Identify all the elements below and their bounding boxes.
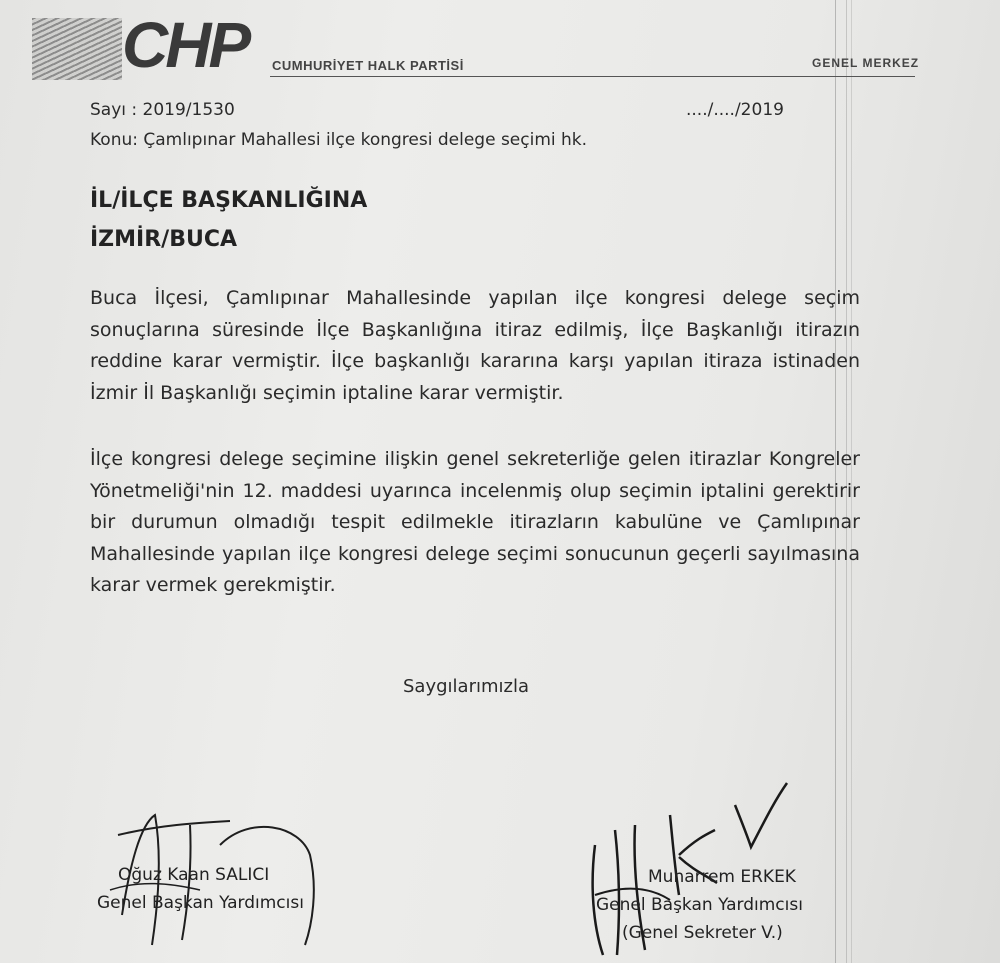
document-subject: Konu: Çamlıpınar Mahallesi ilçe kongresi delege seçimi hk.	[90, 130, 588, 150]
addressee-line-2: İZMİR/BUCA	[90, 227, 237, 252]
chp-logo: CHP	[122, 9, 249, 81]
body-paragraph-2: İlçe kongresi delege seçimine ilişkin genel sekreterliğe gelen itirazlar Kongreler Yönetmeliği'nin 12. maddesi uyarınca incelenmiş olup seçimin iptalini gerektirir bir durumun olmadığı tespit edilmekle itirazların kabulüne ve Çamlıpınar Mahallesinde yapılan ilçe kongresi delege seçimi sonucunun geçerli sayılmasına karar vermek gerekmiştir.	[90, 448, 860, 596]
header-rule	[270, 76, 915, 77]
document-number: Sayı : 2019/1530	[90, 100, 235, 120]
chp-logo-stripes-icon	[32, 18, 122, 80]
left-signatory-name: Oğuz Kaan SALICI	[118, 865, 270, 885]
headquarters-label: GENEL MERKEZ	[812, 56, 920, 70]
addressee-line-1: İL/İLÇE BAŞKANLIĞINA	[90, 188, 368, 213]
party-name: CUMHURİYET HALK PARTİSİ	[272, 58, 464, 73]
document-date: ..../..../2019	[686, 100, 784, 120]
closing-salutation: Saygılarımızla	[403, 676, 529, 697]
right-signatory-name: Muharrem ERKEK	[648, 867, 796, 887]
right-signatory-title: Genel Başkan Yardımcısı	[596, 895, 803, 915]
right-signatory-subtitle: (Genel Sekreter V.)	[622, 923, 783, 943]
body-paragraph-1: Buca İlçesi, Çamlıpınar Mahallesinde yapılan ilçe kongresi delege seçim sonuçlarına süresinde İlçe Başkanlığına itiraz edilmiş, İlçe Başkanlığı itirazın reddine karar vermiştir. İlçe başkanlığı kararına karşı yapılan itiraza istinaden İzmir İl Başkanlığı seçimin iptaline karar vermiştir.	[90, 287, 860, 404]
left-signatory-title: Genel Başkan Yardımcısı	[97, 893, 304, 913]
